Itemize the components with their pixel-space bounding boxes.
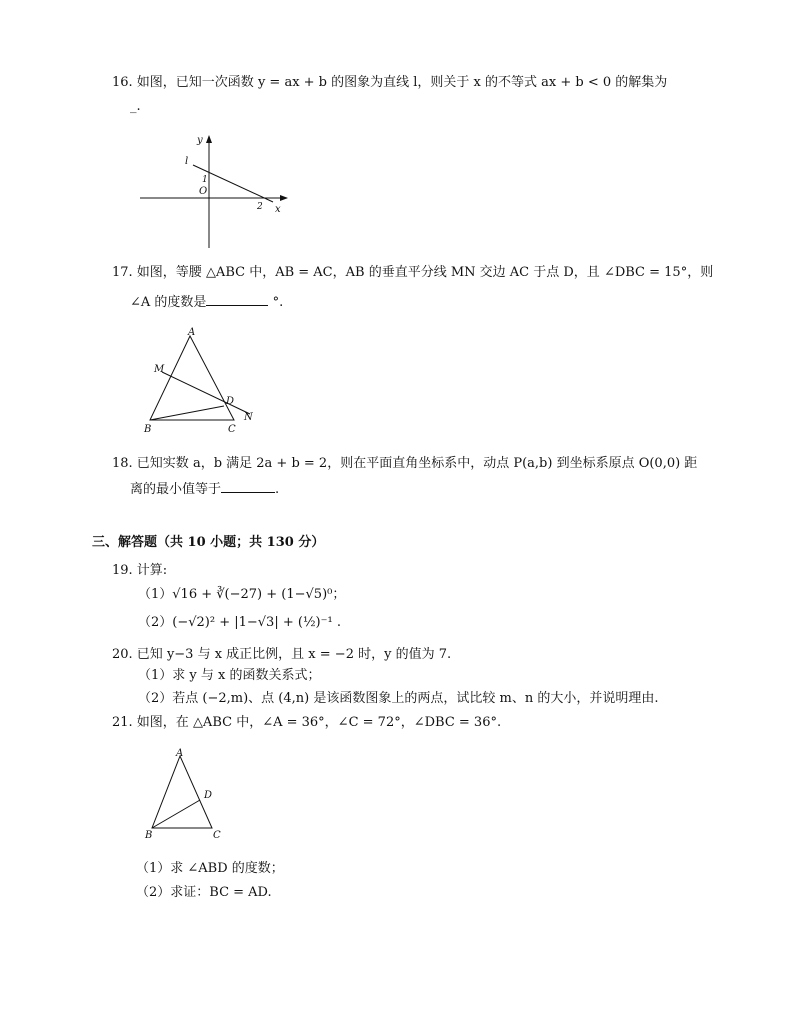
- q19-part1: （1）√16 + ∛(−27) + (1−√5)⁰；: [138, 587, 346, 602]
- section3-title: 三、解答题（共 10 小题；共 130 分）: [92, 535, 325, 550]
- q16-label-origin: O: [199, 186, 208, 197]
- q17-label-m: M: [154, 364, 165, 375]
- q21-part1: （1）求 ∠ABD 的度数；: [136, 861, 284, 876]
- q20-part2: （2）若点 (−2,m)、点 (4,n) 是该函数图象上的两点，试比较 m、n 的大小，并说明理由.: [138, 691, 659, 706]
- q17-label-a: A: [188, 327, 196, 338]
- q17-label-c: C: [228, 424, 236, 435]
- q19-title: 19. 计算:: [112, 563, 168, 578]
- q17-text-line2: [130, 293, 283, 312]
- q19-part2: （2）(−√2)² + |1−√3| + (½)⁻¹ .: [138, 615, 341, 630]
- q16-text-line1: 16. 如图，已知一次函数 y = ax + b 的图象为直线 l，则关于 x 的不等式 ax + b < 0 的解集为: [112, 75, 668, 90]
- q18-line2-post: .: [275, 482, 280, 497]
- q21-triangle-abc: [152, 756, 212, 828]
- q17-label-b: B: [144, 424, 152, 435]
- q16-figure: [135, 132, 305, 252]
- q20-part1: （1）求 y 与 x 的函数关系式；: [138, 668, 321, 683]
- q17-line-mn: [162, 372, 250, 414]
- q16-label-y: y: [197, 135, 203, 146]
- q18-text-line2: [130, 480, 279, 499]
- q21-label-c: C: [213, 830, 221, 841]
- q17-label-d: D: [226, 396, 235, 407]
- q16-text-line2: _.: [130, 99, 141, 114]
- q17-line2-pre: ∠A 的度数是: [130, 295, 207, 310]
- q18-answer-blank[interactable]: [221, 480, 275, 493]
- q17-line2-post: °.: [272, 295, 284, 310]
- q17-triangle-abc: [150, 336, 234, 420]
- q16-label-x: x: [275, 204, 281, 215]
- q21-label-a: A: [176, 748, 184, 759]
- q16-label-1: 1: [202, 175, 208, 185]
- q17-figure: [140, 326, 270, 436]
- q17-text-line1: 17. 如图，等腰 △ABC 中，AB = AC，AB 的垂直平分线 MN 交边 AC 于点 D，且 ∠DBC = 15°，则: [112, 265, 714, 280]
- q21-label-d: D: [204, 790, 213, 801]
- q18-text-line1: 18. 已知实数 a，b 满足 2a + b = 2，则在平面直角坐标系中，动点 P(a,b) 到坐标系原点 O(0,0) 距: [112, 456, 698, 471]
- q21-label-b: B: [145, 830, 153, 841]
- q21-line-bd: [152, 800, 200, 828]
- q16-label-l: l: [185, 156, 189, 167]
- q17-line-bd: [150, 406, 224, 420]
- q21-figure: [142, 748, 242, 848]
- q21-title: 21. 如图，在 △ABC 中，∠A = 36°，∠C = 72°，∠DBC = 36°.: [112, 715, 502, 730]
- q21-part2: （2）求证：BC = AD.: [136, 885, 272, 900]
- q16-label-2: 2: [257, 202, 263, 212]
- q17-answer-blank[interactable]: [206, 293, 268, 306]
- q20-title: 20. 已知 y−3 与 x 成正比例，且 x = −2 时，y 的值为 7.: [112, 647, 452, 662]
- q18-line2-pre: 离的最小值等于: [130, 482, 222, 497]
- q17-label-n: N: [244, 412, 253, 423]
